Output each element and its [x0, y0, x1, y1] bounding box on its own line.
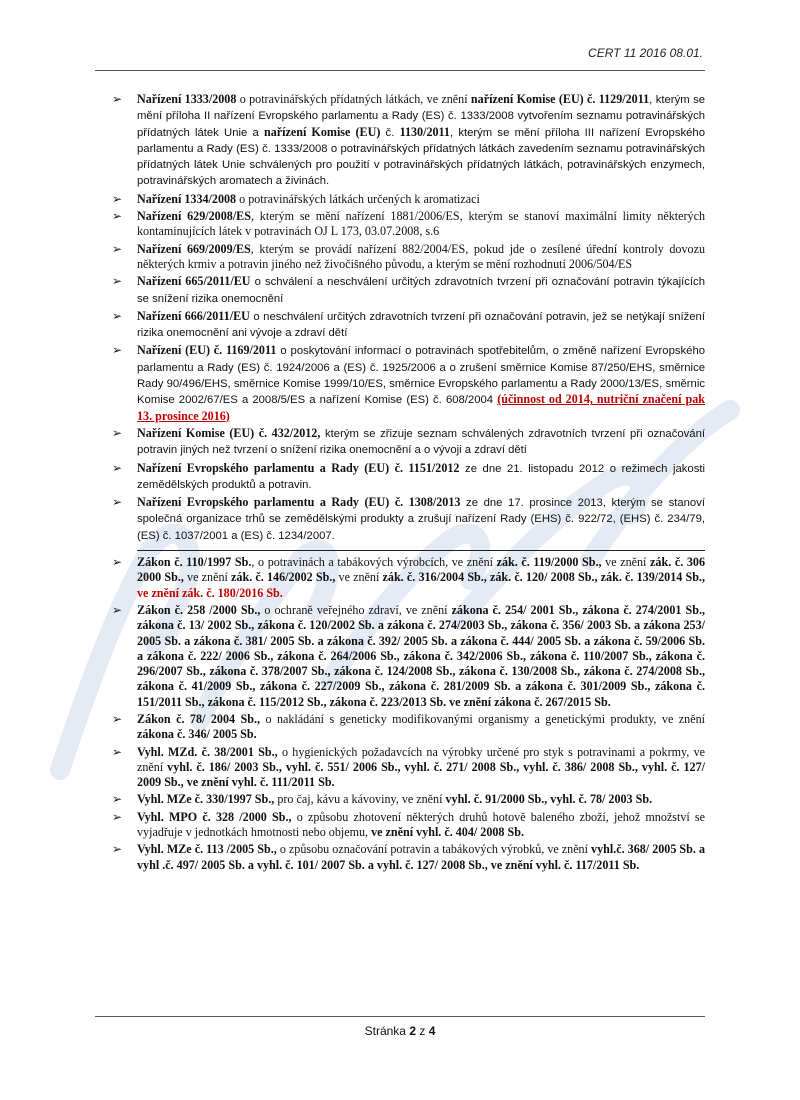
eu-regulation-text: Nařízení (EU) č. 1169/2011 — [137, 343, 277, 358]
arrow-bullet-icon: ➢ — [112, 191, 123, 206]
czech-law-item — [95, 603, 705, 710]
czech-law-text: ve znění — [183, 570, 232, 585]
eu-regulation-text: Nařízení 1333/2008 — [137, 92, 237, 106]
czech-law-text: , o potravinách a tabákových výrobcích, ve znění — [251, 555, 497, 570]
eu-regulation-text: kterým se zřizuje seznam schválených zdravotních tvrzení při označování potravin jiných než tvrzení o snížení rizika onemocnění a o vývoji a zdraví dětí — [137, 427, 705, 457]
czech-laws-list — [95, 555, 705, 873]
czech-law-item — [95, 745, 705, 791]
eu-regulation-item — [95, 343, 705, 423]
eu-regulation-text: č. — [380, 126, 400, 139]
czech-law-text: ve znění — [601, 555, 651, 570]
eu-regulation-item — [95, 242, 705, 273]
czech-law-text: ve znění — [335, 570, 383, 585]
eu-regulation-text: Nařízení 665/2011/EU — [137, 274, 251, 289]
czech-law-text: Zákon č. 78/ 2004 Sb., — [137, 711, 260, 726]
eu-regulation-text: , kterým se mění příloha III nařízení Evropského parlamentu a Rady (ES) č. 1333/2008 o potravinářských přídatných látkách zavedením seznamu potravinářských přídatných látek Unie schválených pro použití v potravinářských přídatných látkách, potravinářských enzymech, potravinářských aromatech a živinách. — [137, 126, 705, 188]
eu-regulation-text: o potravinářských látkách určených k aromatizaci — [236, 191, 480, 206]
czech-law-text: zák. č. 119/2000 Sb., — [496, 555, 602, 570]
eu-regulation-item — [95, 309, 705, 342]
eu-regulation-text: (účinnost od 2014, nutriční značení pak 13. prosince 2016) — [137, 392, 706, 423]
arrow-bullet-icon: ➢ — [112, 495, 123, 510]
czech-law-text: Vyhl. MPO č. 328 /2000 Sb., — [137, 809, 292, 824]
czech-law-item — [95, 712, 705, 743]
footer-current-page: 2 — [409, 1024, 417, 1038]
arrow-bullet-icon: ➢ — [112, 343, 123, 358]
header-rule — [95, 70, 705, 71]
page-footer — [0, 1024, 800, 1038]
czech-law-text: o ochraně veřejného zdraví, ve znění — [260, 602, 452, 617]
section-separator — [137, 550, 705, 551]
footer-total-pages: 4 — [428, 1024, 436, 1038]
eu-regulation-text: ze dne 17. prosince 2013, kterým se stanoví společná organizace trhů se zemědělskými produkty a zrušují nařízení Rady (EHS) č. 922/72, (EHS) č. 234/79, (ES) č. 1037/2001 a (ES) č. 1234/2007. — [137, 497, 705, 542]
arrow-bullet-icon: ➢ — [112, 274, 123, 289]
arrow-bullet-icon: ➢ — [112, 308, 123, 323]
czech-law-text: zákona č. 254/ 2001 Sb., zákona č. 274/2001 Sb., zákona č. 13/ 2002 Sb., zákona č. 120/2002 Sb. a zákona č. 274/2003 Sb., zákona č. 356/ 2003 Sb. a zákona 253/ 2005 Sb. a zákona č. 381/ 2005 Sb. a zákona č. 392/ 2005 Sb. a zákona č. 444/ 2005 Sb. a zákona č. 59/2006 Sb. a zákona č. 222/ 2006 Sb., zákona č. 264/2006 Sb., zákona č. 342/2006 Sb., zákona č. 110/2007 Sb., zákona č. 296/2007 Sb., zákona č. 378/2007 Sb., zákona č. 124/2008 Sb., zákona č. 130/2008 Sb., zákona č. 274/2008 Sb., zákona č. 41/2009 Sb., zákona č. 227/2009 Sb., zákona č. 281/2009 Sb. a zákona č. 301/2009 Sb., zákona č. 151/2011 Sb., zákona č. 115/2012 Sb., zákona č. 223/2013 Sb. ve znění zákona č. 267/2015 Sb. — [137, 602, 705, 709]
arrow-bullet-icon: ➢ — [112, 92, 123, 106]
document-header: CERT 11 2016 08.01. — [588, 46, 703, 60]
eu-regulation-text: 1130/2011 — [399, 124, 450, 139]
czech-law-text: vyhl. č. 186/ 2003 Sb., vyhl. č. 551/ 2006 Sb., vyhl. č. 271/ 2008 Sb., vyhl. č. 386/ 2008 Sb., vyhl. č. 127/ 2009 Sb., ve znění vyhl. č. 111/2011 Sb. — [137, 759, 705, 790]
eu-regulation-text: o potravinářských přídatných látkách, ve znění — [236, 92, 471, 106]
czech-law-text: vyhl. č. 91/2000 Sb., vyhl. č. 78/ 2003 Sb. — [445, 792, 653, 807]
czech-law-text: zák. č. 146/2002 Sb., — [231, 570, 336, 585]
arrow-bullet-icon: ➢ — [112, 241, 123, 256]
eu-regulation-text: nařízení Komise (EU) — [264, 124, 381, 139]
footer-middle: z — [416, 1024, 429, 1038]
eu-regulation-text: , kterým se mění příloha II nařízení Evropského parlamentu a Rady (ES) č. 1333/2008 vytvořením seznamu potravinářských přídatných látek Unie a — [137, 94, 705, 139]
arrow-bullet-icon: ➢ — [112, 425, 123, 440]
czech-law-text: zákona č. 346/ 2005 Sb. — [137, 727, 257, 742]
arrow-bullet-icon: ➢ — [112, 711, 123, 726]
eu-regulation-item — [95, 92, 705, 190]
arrow-bullet-icon: ➢ — [112, 209, 123, 224]
arrow-bullet-icon: ➢ — [112, 809, 123, 824]
footer-rule — [95, 1016, 705, 1017]
czech-law-text: o hygienických požadavcích na výrobky určené pro styk s potravinami a pokrmy, ve znění — [137, 744, 705, 774]
arrow-bullet-icon: ➢ — [112, 460, 123, 475]
eu-regulation-text: nařízení Komise (EU) č. 1129/2011 — [470, 92, 650, 106]
eu-regulation-text: , kterým se mění nařízení 1881/2006/ES, kterým se stanoví maximální limity některých kontaminujících látek v potravinách OJ L 173, 03.07.2008, s.6 — [137, 209, 705, 239]
document-body — [95, 92, 705, 875]
eu-regulation-text: Nařízení 1334/2008 — [137, 191, 237, 206]
eu-regulation-item — [95, 461, 705, 494]
czech-law-text: ve znění vyhl. č. 404/ 2008 Sb. — [371, 825, 524, 840]
arrow-bullet-icon: ➢ — [112, 555, 123, 570]
eu-regulation-text: Nařízení 669/2009/ES — [137, 241, 251, 256]
czech-law-text: Vyhl. MZe č. 330/1997 Sb., — [137, 792, 275, 807]
czech-law-item — [95, 810, 705, 841]
eu-regulation-text: o neschválení určitých zdravotních tvrzení při označování potravin, jež se netýkají snížení rizika onemocnění ani vývoje a zdraví dětí — [137, 310, 705, 340]
eu-regulation-item — [95, 209, 705, 240]
czech-law-item — [95, 842, 705, 873]
czech-law-text: zák. č. 316/2004 Sb., zák. č. 120/ 2008 Sb., zák. č. 139/2014 Sb., — [382, 570, 705, 585]
eu-regulation-item — [95, 192, 705, 207]
arrow-bullet-icon: ➢ — [112, 842, 123, 857]
eu-regulation-item — [95, 495, 705, 544]
czech-law-text: vyhl.č. 368/ 2005 Sb. a vyhl .č. 497/ 2005 Sb. a vyhl. č. 101/ 2007 Sb. a vyhl. č. 127/ 2008 Sb., ve znění vyhl. č. 117/2011 Sb. — [137, 842, 706, 872]
eu-regulation-text: o schválení a neschválení určitých zdravotních tvrzení při označování potravin týkajících se snížení rizika onemocnění — [137, 276, 705, 305]
eu-regulation-text: Nařízení 629/2008/ES — [137, 209, 251, 224]
czech-law-text: Zákon č. 110/1997 Sb. — [137, 555, 252, 570]
eu-regulation-text: ze dne 21. listopadu 2012 o režimech jakosti zemědělských produktů a potravin. — [137, 462, 705, 491]
czech-law-item — [95, 792, 705, 807]
eu-regulation-text: Nařízení Evropského parlamentu a Rady (EU) č. 1151/2012 — [137, 460, 460, 475]
czech-law-text: pro čaj, kávu a kávoviny, ve znění — [274, 792, 446, 807]
eu-regulations-list — [95, 92, 705, 544]
czech-law-text: o způsobu označování potravin a tabákových výrobků, ve znění — [276, 842, 592, 857]
czech-law-text: Vyhl. MZe č. 113 /2005 Sb., — [137, 842, 277, 857]
footer-prefix: Stránka — [364, 1024, 410, 1038]
arrow-bullet-icon: ➢ — [112, 602, 123, 617]
eu-regulation-text: , kterým se provádí nařízení 882/2004/ES, pokud jde o zesílené úřední kontroly dovozu některých krmiv a potravin jiného než živočišného původu, a kterým se mění rozhodnutí 2006/504/ES — [137, 241, 705, 271]
czech-law-text: Zákon č. 258 /2000 Sb., — [137, 602, 261, 617]
eu-regulation-text: o poskytování informací o potravinách spotřebitelům, o změně nařízení Evropského parlamentu a Rady (ES) č. 1924/2006 a (ES) č. 1925/2006 a o zrušení směrnice Komise 87/250/EHS, směrnice Rady 90/496/EHS, směrnice Komise 1999/10/ES, směrnice Evropského parlamentu a Rady 2000/13/ES, směrnic Komise 2002/67/ES a 2008/5/ES a nařízení Komise (ES) č. 608/2004 — [137, 345, 706, 407]
arrow-bullet-icon: ➢ — [112, 744, 123, 759]
eu-regulation-text: Nařízení 666/2011/EU — [137, 308, 250, 323]
czech-law-text: ve znění zák. č. 180/2016 Sb. — [137, 585, 283, 600]
arrow-bullet-icon: ➢ — [112, 792, 123, 807]
czech-law-text: zák. č. 306 2000 Sb., — [137, 555, 705, 585]
eu-regulation-item — [95, 274, 705, 307]
eu-regulation-text: Nařízení Evropského parlamentu a Rady (EU) č. 1308/2013 — [137, 495, 461, 510]
czech-law-item — [95, 555, 705, 601]
czech-law-text: o způsobu zhotovení některých druhů hotově baleného zboží, jehož množství se vyjadřuje v jednotkách hmotnosti nebo objemu, — [137, 809, 705, 840]
eu-regulation-text: Nařízení Komise (EU) č. 432/2012, — [137, 425, 321, 440]
czech-law-text: o nakládání s geneticky modifikovanými organismy a genetickými produkty, ve znění — [260, 711, 705, 726]
czech-law-text: Vyhl. MZd. č. 38/2001 Sb., — [137, 744, 278, 759]
eu-regulation-item — [95, 426, 705, 459]
